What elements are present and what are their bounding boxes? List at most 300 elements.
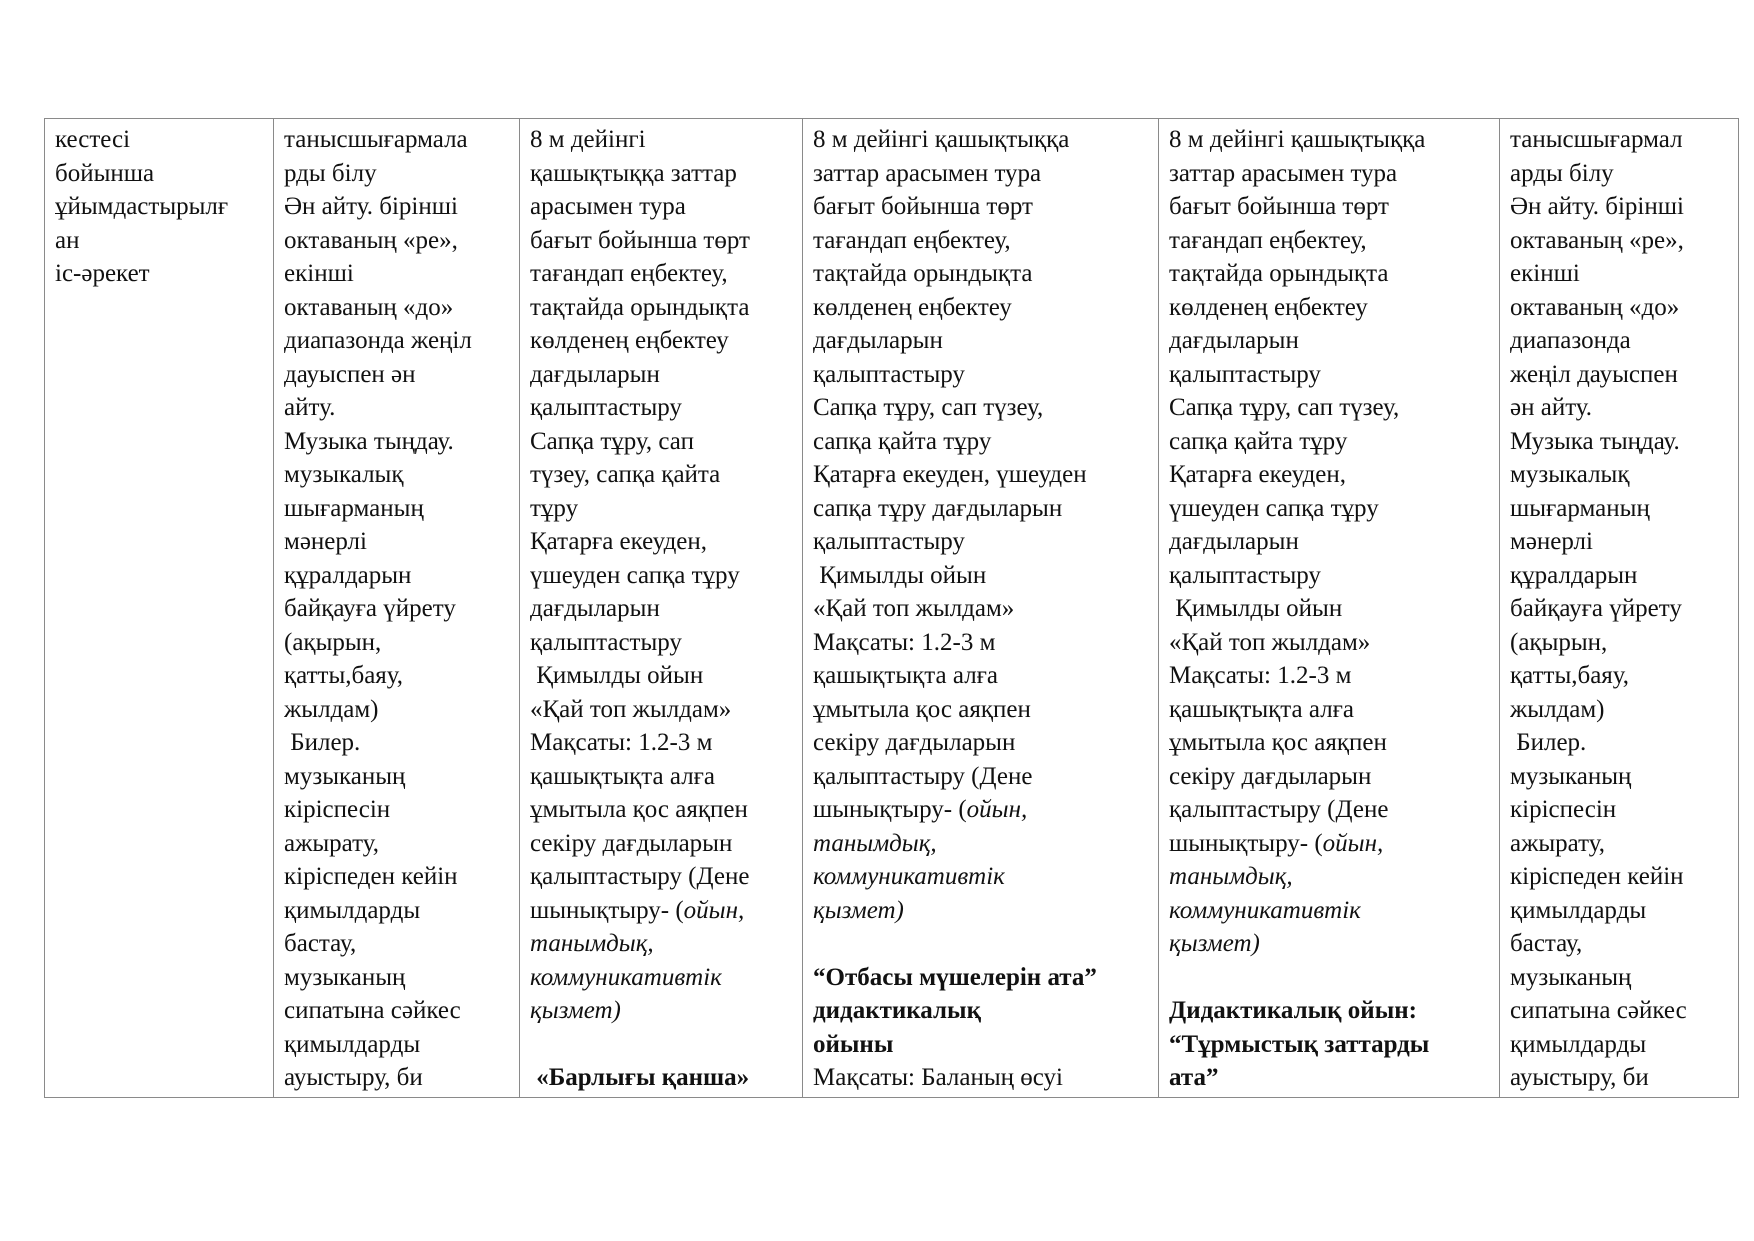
text-line <box>55 224 273 258</box>
text-run: музыканың <box>1510 762 1632 790</box>
text-line <box>813 626 1158 660</box>
text-run: сипатына сәйкес <box>1510 997 1687 1024</box>
text-line <box>813 358 1158 392</box>
bold-run: «Барлығы қанша» <box>530 1064 750 1091</box>
text-line <box>530 123 802 157</box>
text-line <box>1169 760 1499 794</box>
text-line <box>1169 224 1499 258</box>
text-line <box>1510 358 1738 392</box>
text-line <box>813 458 1158 492</box>
text-line <box>813 525 1158 559</box>
text-run: қалыптастыру <box>813 528 965 555</box>
text-line <box>284 726 519 760</box>
text-line <box>530 190 802 224</box>
text-run: іс-әрекет <box>55 260 150 287</box>
text-line <box>530 291 802 325</box>
text-run: бойынша <box>55 159 155 187</box>
text-line <box>813 927 1158 961</box>
text-run: 8 м дейінгі қашықтыққа <box>1169 126 1426 153</box>
text-line <box>813 123 1158 157</box>
text-line <box>813 1028 1158 1062</box>
text-line <box>813 726 1158 760</box>
text-line <box>1510 224 1738 258</box>
text-line <box>1169 793 1499 827</box>
text-line <box>1169 894 1499 928</box>
text-run: октаваның «ре», <box>1510 226 1684 254</box>
text-run: октаваның «до» <box>1510 293 1680 321</box>
text-run: кіріспеден кейін <box>284 863 458 890</box>
text-run: Мақсаты: Баланың өсуі <box>813 1064 1063 1091</box>
text-line <box>1510 961 1738 995</box>
text-run: заттар арасымен тура <box>813 159 1042 187</box>
text-line <box>530 793 802 827</box>
text-run: Сапқа тұру, сап <box>530 427 694 455</box>
text-run: бағыт бойынша төрт <box>530 226 750 254</box>
text-run: «Қай топ жылдам» <box>1169 628 1371 656</box>
text-run: Мақсаты: 1.2-3 м <box>1169 662 1352 689</box>
text-line <box>1169 358 1499 392</box>
text-line <box>813 391 1158 425</box>
text-line <box>284 994 519 1028</box>
text-line <box>1510 391 1738 425</box>
text-run: ажырату, <box>284 829 379 857</box>
text-run: Мақсаты: 1.2-3 м <box>813 628 996 656</box>
text-run: Қатарға екеуден, <box>1169 461 1347 488</box>
table-cell-physical-1 <box>520 119 803 1098</box>
text-line <box>530 559 802 593</box>
text-line <box>530 592 802 626</box>
text-line <box>1169 458 1499 492</box>
text-line <box>1169 291 1499 325</box>
italic-run: қызмет) <box>813 896 904 924</box>
text-run: дағдыларын <box>1169 327 1299 354</box>
text-line <box>1169 492 1499 526</box>
text-run: сапқа тұру дағдыларын <box>813 494 1063 522</box>
text-line <box>284 190 519 224</box>
text-run: «Қай топ жылдам» <box>813 595 1015 622</box>
text-run: үшеуден сапқа тұру <box>530 561 740 589</box>
text-line <box>1510 659 1738 693</box>
text-run: дағдыларын <box>813 327 943 354</box>
text-line <box>1510 425 1738 459</box>
table-cell-music <box>274 119 520 1098</box>
text-run: құралдарын <box>1510 561 1638 589</box>
text-line <box>1169 123 1499 157</box>
text-line <box>1510 894 1738 928</box>
text-line <box>1510 592 1738 626</box>
text-line <box>1510 827 1738 861</box>
text-line <box>1510 190 1738 224</box>
text-run: сипатына сәйкес <box>284 997 461 1024</box>
text-line <box>1510 257 1738 291</box>
text-line <box>530 492 802 526</box>
text-line <box>530 1028 802 1062</box>
text-line <box>1510 324 1738 358</box>
text-run: арды білу <box>1510 159 1614 187</box>
text-run: шығарманың <box>284 494 424 522</box>
plan-table <box>44 118 1739 1098</box>
text-run: (ақырын, <box>1510 628 1608 656</box>
text-run: қашықтықта алға <box>530 762 716 790</box>
text-run: кіріспеден кейін <box>1510 863 1684 890</box>
text-line <box>284 592 519 626</box>
text-run: Қимылды ойын <box>1169 595 1343 622</box>
text-run: ұмытыла қос аяқпен <box>530 796 748 823</box>
text-line <box>1510 726 1738 760</box>
text-run: жылдам) <box>284 695 379 723</box>
text-line <box>284 793 519 827</box>
text-line <box>530 860 802 894</box>
text-run: рды білу <box>284 159 377 187</box>
text-run: Ән айту. бірінші <box>284 193 458 220</box>
text-line <box>530 961 802 995</box>
text-line <box>530 391 802 425</box>
text-run: Қимылды ойын <box>530 662 704 689</box>
text-run: көлденең еңбектеу <box>530 327 729 354</box>
text-line <box>813 693 1158 727</box>
text-run: құралдарын <box>284 561 412 589</box>
text-run: қашықтықта алға <box>1169 695 1355 723</box>
text-line <box>813 492 1158 526</box>
text-run: Қатарға екеуден, <box>530 528 708 555</box>
text-run: музыкалық <box>1510 461 1630 488</box>
text-run: ан <box>55 226 80 254</box>
text-line <box>530 425 802 459</box>
text-line <box>813 224 1158 258</box>
text-run: секіру дағдыларын <box>1169 762 1372 790</box>
text-line <box>1169 927 1499 961</box>
text-line <box>284 626 519 660</box>
text-run: қимылдарды <box>284 896 421 924</box>
text-run: шығарманың <box>1510 494 1650 522</box>
text-line <box>1169 726 1499 760</box>
text-line <box>530 458 802 492</box>
text-run: дағдыларын <box>530 360 660 388</box>
text-run: қалыптастыру <box>813 360 965 388</box>
text-line <box>813 659 1158 693</box>
text-run: мәнерлі <box>1510 528 1593 555</box>
text-run: кіріспесін <box>1510 796 1617 823</box>
text-line <box>1510 1028 1738 1062</box>
text-line <box>530 894 802 928</box>
text-run: жеңіл дауыспен <box>1510 360 1678 388</box>
text-line <box>284 525 519 559</box>
text-run: ұмытыла қос аяқпен <box>1169 729 1387 756</box>
text-run: 8 м дейінгі <box>530 126 646 153</box>
text-line <box>530 994 802 1028</box>
text-run: Қатарға екеуден, үшеуден <box>813 461 1087 488</box>
text-line <box>284 961 519 995</box>
text-line <box>530 693 802 727</box>
text-run: Билер. <box>284 729 361 756</box>
text-run: музыканың <box>1510 963 1632 991</box>
text-line <box>1510 693 1738 727</box>
text-line <box>1169 860 1499 894</box>
text-run: бағыт бойынша төрт <box>1169 193 1389 220</box>
text-line <box>1510 860 1738 894</box>
text-run: 8 м дейінгі қашықтыққа <box>813 126 1070 153</box>
text-line <box>1169 659 1499 693</box>
text-run: қалыптастыру (Дене <box>1169 796 1389 823</box>
text-line <box>1169 961 1499 995</box>
text-run: тақтайда орындықта <box>813 260 1033 287</box>
text-line <box>813 827 1158 861</box>
text-run: Музыка тыңдау. <box>1510 427 1680 455</box>
text-line <box>530 726 802 760</box>
text-line <box>284 894 519 928</box>
text-line <box>530 760 802 794</box>
text-line <box>1510 525 1738 559</box>
text-line <box>813 291 1158 325</box>
text-line <box>1510 994 1738 1028</box>
text-run: тағандап еңбектеу, <box>813 226 1011 254</box>
text-run: қалыптастыру <box>530 394 682 421</box>
text-line <box>813 425 1158 459</box>
text-run: октаваның «ре», <box>284 226 458 254</box>
text-run: «Қай топ жылдам» <box>530 695 732 723</box>
text-run: танысшығармала <box>284 126 468 153</box>
text-run: қалыптастыру <box>530 628 682 656</box>
text-run: байқауға үйрету <box>284 595 456 622</box>
text-line <box>530 659 802 693</box>
text-line <box>55 157 273 191</box>
text-line <box>284 458 519 492</box>
text-line <box>530 1061 802 1093</box>
text-line <box>813 793 1158 827</box>
text-run: шынықтыру- ( <box>530 896 684 924</box>
table-cell-activity <box>45 119 274 1098</box>
text-run: қимылдарды <box>1510 1030 1647 1058</box>
text-line <box>813 1061 1158 1093</box>
text-line <box>284 224 519 258</box>
text-line <box>1169 157 1499 191</box>
text-line <box>55 123 273 157</box>
text-run: ажырату, <box>1510 829 1605 857</box>
text-run: ән айту. <box>1510 394 1593 421</box>
text-run: арасымен тура <box>530 193 686 220</box>
text-run: қатты,баяу, <box>284 662 404 689</box>
italic-run: ойын, <box>966 796 1028 823</box>
text-run: тағандап еңбектеу, <box>530 260 728 287</box>
text-run: қимылдарды <box>1510 896 1647 924</box>
text-run: сапқа қайта тұру <box>813 427 992 455</box>
text-line <box>1510 291 1738 325</box>
text-run: музыканың <box>284 963 406 991</box>
text-line <box>813 559 1158 593</box>
text-run: көлденең еңбектеу <box>813 293 1012 321</box>
bold-run: “Отбасы мүшелерін ата” <box>813 963 1097 991</box>
italic-run: танымдық, <box>1169 863 1293 890</box>
text-line <box>530 525 802 559</box>
text-line <box>1510 157 1738 191</box>
italic-run: коммуникативтік <box>1169 896 1361 924</box>
text-run: музыканың <box>284 762 406 790</box>
italic-run: танымдық, <box>813 829 937 857</box>
text-run: екінші <box>1510 260 1580 287</box>
text-line <box>530 927 802 961</box>
text-line <box>284 693 519 727</box>
table-row <box>45 119 1739 1098</box>
text-line <box>530 157 802 191</box>
text-run: музыкалық <box>284 461 404 488</box>
text-line <box>55 257 273 291</box>
text-run: (ақырын, <box>284 628 382 656</box>
text-line <box>1510 626 1738 660</box>
text-line <box>813 894 1158 928</box>
italic-run: ойын, <box>683 896 745 924</box>
text-line <box>530 224 802 258</box>
text-line <box>530 257 802 291</box>
italic-run: коммуникативтік <box>530 963 722 991</box>
text-line <box>284 827 519 861</box>
text-line <box>813 157 1158 191</box>
bold-run: ойыны <box>813 1030 894 1058</box>
text-run: ұмытыла қос аяқпен <box>813 695 1031 723</box>
text-line <box>1169 190 1499 224</box>
text-line <box>1169 693 1499 727</box>
table-cell-physical-2 <box>803 119 1159 1098</box>
bold-run: дидактикалық <box>813 997 981 1024</box>
text-line <box>530 626 802 660</box>
text-line <box>1169 626 1499 660</box>
text-line <box>1510 559 1738 593</box>
text-run: қалыптастыру (Дене <box>530 863 750 890</box>
text-line <box>284 391 519 425</box>
text-run: диапазонда жеңіл <box>284 327 472 354</box>
text-run: тағандап еңбектеу, <box>1169 226 1367 254</box>
text-run: бастау, <box>1510 930 1583 957</box>
italic-run: танымдық, <box>530 930 654 957</box>
text-line <box>813 190 1158 224</box>
text-line <box>284 324 519 358</box>
text-line <box>1510 458 1738 492</box>
text-line <box>284 1061 519 1093</box>
text-line <box>813 257 1158 291</box>
text-line <box>1169 1028 1499 1062</box>
text-run: заттар арасымен тура <box>1169 159 1398 187</box>
text-run: тақтайда орындықта <box>1169 260 1389 287</box>
text-line <box>284 291 519 325</box>
text-line <box>813 961 1158 995</box>
text-run: айту. <box>284 394 336 421</box>
text-run: қимылдарды <box>284 1030 421 1058</box>
text-run: ауыстыру, би <box>1510 1064 1649 1091</box>
text-line <box>1510 492 1738 526</box>
text-run: дағдыларын <box>530 595 660 622</box>
text-line <box>284 760 519 794</box>
text-line <box>1169 324 1499 358</box>
text-run: байқауға үйрету <box>1510 595 1682 622</box>
text-run: Ән айту. бірінші <box>1510 193 1684 220</box>
text-run: шынықтыру- ( <box>1169 829 1323 857</box>
text-line <box>1169 994 1499 1028</box>
text-run: тақтайда орындықта <box>530 293 750 321</box>
text-line <box>284 659 519 693</box>
text-run: ауыстыру, би <box>284 1064 423 1091</box>
text-run: секіру дағдыларын <box>530 829 733 857</box>
text-line <box>1510 927 1738 961</box>
text-line <box>1510 793 1738 827</box>
text-run: кестесі <box>55 126 131 153</box>
text-run: қалыптастыру <box>1169 360 1321 388</box>
text-run: мәнерлі <box>284 528 367 555</box>
text-line <box>530 827 802 861</box>
text-line <box>284 425 519 459</box>
text-line <box>813 324 1158 358</box>
text-run: үшеуден сапқа тұру <box>1169 494 1379 522</box>
bold-run: Дидактикалық ойын: <box>1169 997 1417 1024</box>
bold-run: ата” <box>1169 1064 1219 1091</box>
italic-run: коммуникативтік <box>813 863 1005 890</box>
text-line <box>1169 391 1499 425</box>
text-run: Сапқа тұру, сап түзеу, <box>813 394 1044 421</box>
text-line <box>1169 827 1499 861</box>
italic-run: қызмет) <box>530 997 621 1024</box>
text-line <box>284 123 519 157</box>
text-line <box>813 994 1158 1028</box>
text-line <box>284 257 519 291</box>
text-run: шынықтыру- ( <box>813 796 967 823</box>
text-line <box>1169 592 1499 626</box>
text-run: сапқа қайта тұру <box>1169 427 1348 455</box>
text-run: кіріспесін <box>284 796 391 823</box>
text-line <box>1510 1061 1738 1093</box>
text-run: танысшығармал <box>1510 126 1683 153</box>
bold-run: “Тұрмыстық заттарды <box>1169 1030 1430 1058</box>
table-cell-music-2 <box>1500 119 1739 1098</box>
text-run: жылдам) <box>1510 695 1605 723</box>
text-line <box>284 927 519 961</box>
text-run: бағыт бойынша төрт <box>813 193 1033 220</box>
text-run: түзеу, сапқа қайта <box>530 461 721 488</box>
text-line <box>284 358 519 392</box>
text-run: қалыптастыру (Дене <box>813 762 1033 790</box>
text-line <box>530 358 802 392</box>
text-run: дағдыларын <box>1169 528 1299 555</box>
text-run: қалыптастыру <box>1169 561 1321 589</box>
text-line <box>1510 123 1738 157</box>
text-line <box>813 592 1158 626</box>
text-line <box>1169 559 1499 593</box>
text-run: Сапқа тұру, сап түзеу, <box>1169 394 1400 421</box>
text-line <box>1169 257 1499 291</box>
text-run: Музыка тыңдау. <box>284 427 454 455</box>
text-run: Мақсаты: 1.2-3 м <box>530 729 713 756</box>
text-run: көлденең еңбектеу <box>1169 293 1368 321</box>
text-run: секіру дағдыларын <box>813 729 1016 756</box>
text-run: ұйымдастырылғ <box>55 193 229 220</box>
text-line <box>1169 425 1499 459</box>
text-run: октаваның «до» <box>284 293 454 321</box>
text-run: қатты,баяу, <box>1510 662 1630 689</box>
italic-run: ойын, <box>1322 829 1384 857</box>
italic-run: қызмет) <box>1169 930 1260 957</box>
text-line <box>55 190 273 224</box>
text-run: диапазонда <box>1510 327 1631 354</box>
text-run: екінші <box>284 260 354 287</box>
text-run: дауыспен ән <box>284 360 416 388</box>
text-line <box>284 559 519 593</box>
text-line <box>1510 760 1738 794</box>
text-line <box>1169 1061 1499 1093</box>
text-run: тұру <box>530 494 579 522</box>
text-line <box>1169 525 1499 559</box>
table-cell-physical-3 <box>1159 119 1500 1098</box>
text-line <box>284 492 519 526</box>
text-run: Қимылды ойын <box>813 561 987 589</box>
text-line <box>530 324 802 358</box>
text-line <box>284 157 519 191</box>
